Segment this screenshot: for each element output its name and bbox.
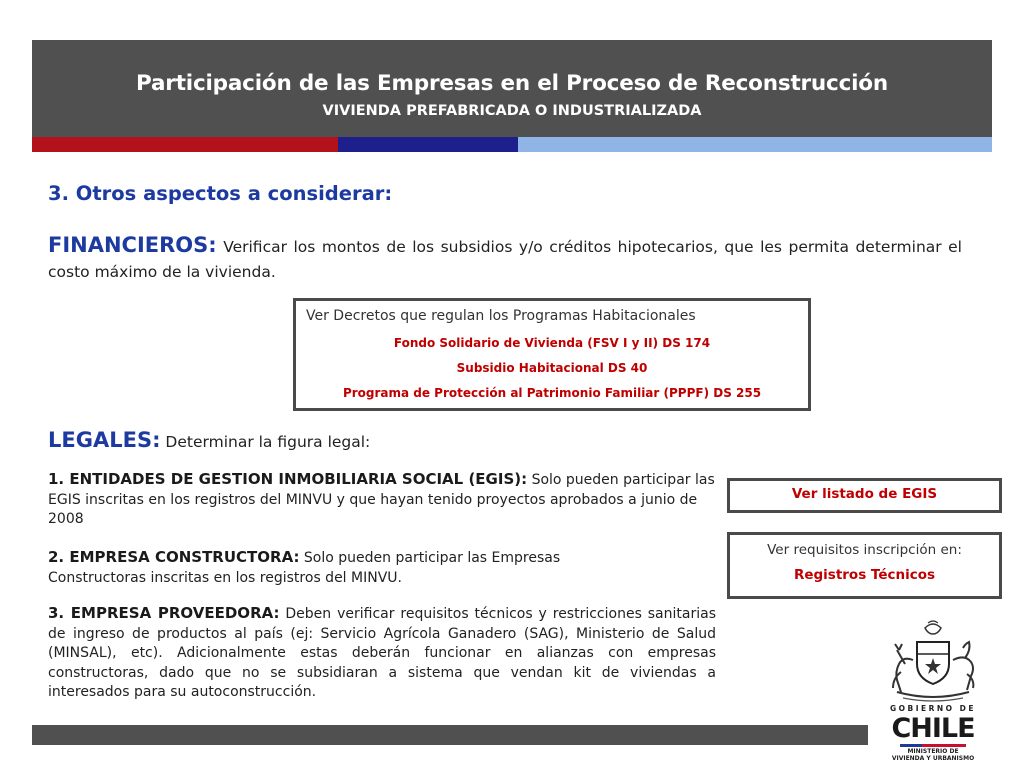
list-item-egis — [48, 470, 716, 530]
logo-chile-text: CHILE — [891, 713, 975, 744]
item-text: Deben verificar requisitos técnicos y restricciones sanitarias de ingreso de productos al país (ej: Servicio Agrícola Ganadero (SAG), Ministerio de Salud (MINSAL), etc). Adicionalmente estas deberán funcionar en alianzas con empresas constructoras, dado que no se subsidiaran a sistema que vendan kit de viviendas a interesados para su autoconstrucción. — [48, 606, 716, 700]
legales-text: Determinar la figura legal: — [165, 433, 371, 451]
legales-heading — [48, 428, 370, 452]
registros-tecnicos-link[interactable]: Registros Técnicos — [793, 567, 936, 583]
item-heading: 2. EMPRESA CONSTRUCTORA: — [48, 548, 300, 566]
section-title: 3. Otros aspectos a considerar: — [48, 182, 393, 205]
registros-box — [727, 532, 1002, 599]
item-text: Solo pueden participar las EGIS inscritas en los registros del MINVU y que hayan tenido proyectos aprobados a junio de 2008 — [48, 472, 715, 527]
decretos-box — [293, 298, 811, 411]
financieros-label: FINANCIEROS: — [48, 233, 217, 257]
logo-flag-stripe — [900, 744, 966, 747]
color-strip — [32, 137, 992, 152]
logo-vivienda-text: VIVIENDA Y URBANISMO — [891, 755, 975, 762]
list-item-constructora — [48, 548, 648, 588]
decretos-title: Ver Decretos que regulan los Programas Habitacionales — [306, 308, 696, 324]
decreto-link-fsv[interactable]: Fondo Solidario de Vivienda (FSV I y II) DS 174 — [393, 336, 711, 350]
footer-bar — [32, 725, 868, 745]
list-item-proveedora — [48, 604, 716, 703]
egis-list-link[interactable]: Ver listado de EGIS — [791, 486, 938, 502]
decreto-link-pppf[interactable]: Programa de Protección al Patrimonio Familiar (PPPF) DS 255 — [342, 386, 762, 400]
financieros-text: Verificar los montos de los subsidios y/o créditos hipotecarios, que les permita determinar el costo máximo de la vivienda. — [48, 238, 962, 281]
financieros-paragraph — [48, 233, 962, 285]
logo-gobierno-text: GOBIERNO DE — [889, 704, 977, 713]
item-heading: 3. EMPRESA PROVEEDORA: — [48, 604, 280, 622]
color-strip-light-blue — [518, 137, 992, 152]
slide-header — [32, 40, 992, 137]
color-strip-navy — [338, 137, 518, 152]
item-text: Solo pueden participar las Empresas Constructoras inscritas en los registros del MINVU. — [48, 550, 561, 586]
logo-ministerio-text: MINISTERIO DE — [907, 748, 959, 755]
legales-label: LEGALES: — [48, 428, 161, 452]
egis-box — [727, 478, 1002, 513]
slide-title: Participación de las Empresas en el Proceso de Reconstrucción — [136, 71, 888, 96]
slide-subtitle: VIVIENDA PREFABRICADA O INDUSTRIALIZADA — [322, 103, 702, 119]
gobierno-logo — [873, 620, 993, 762]
registros-text: Ver requisitos inscripción en: — [767, 542, 962, 558]
item-heading: 1. ENTIDADES DE GESTION INMOBILIARIA SOCIAL (EGIS): — [48, 470, 528, 488]
decreto-link-ds40[interactable]: Subsidio Habitacional DS 40 — [456, 361, 648, 375]
color-strip-red — [32, 137, 338, 152]
coat-of-arms-icon — [873, 620, 993, 704]
